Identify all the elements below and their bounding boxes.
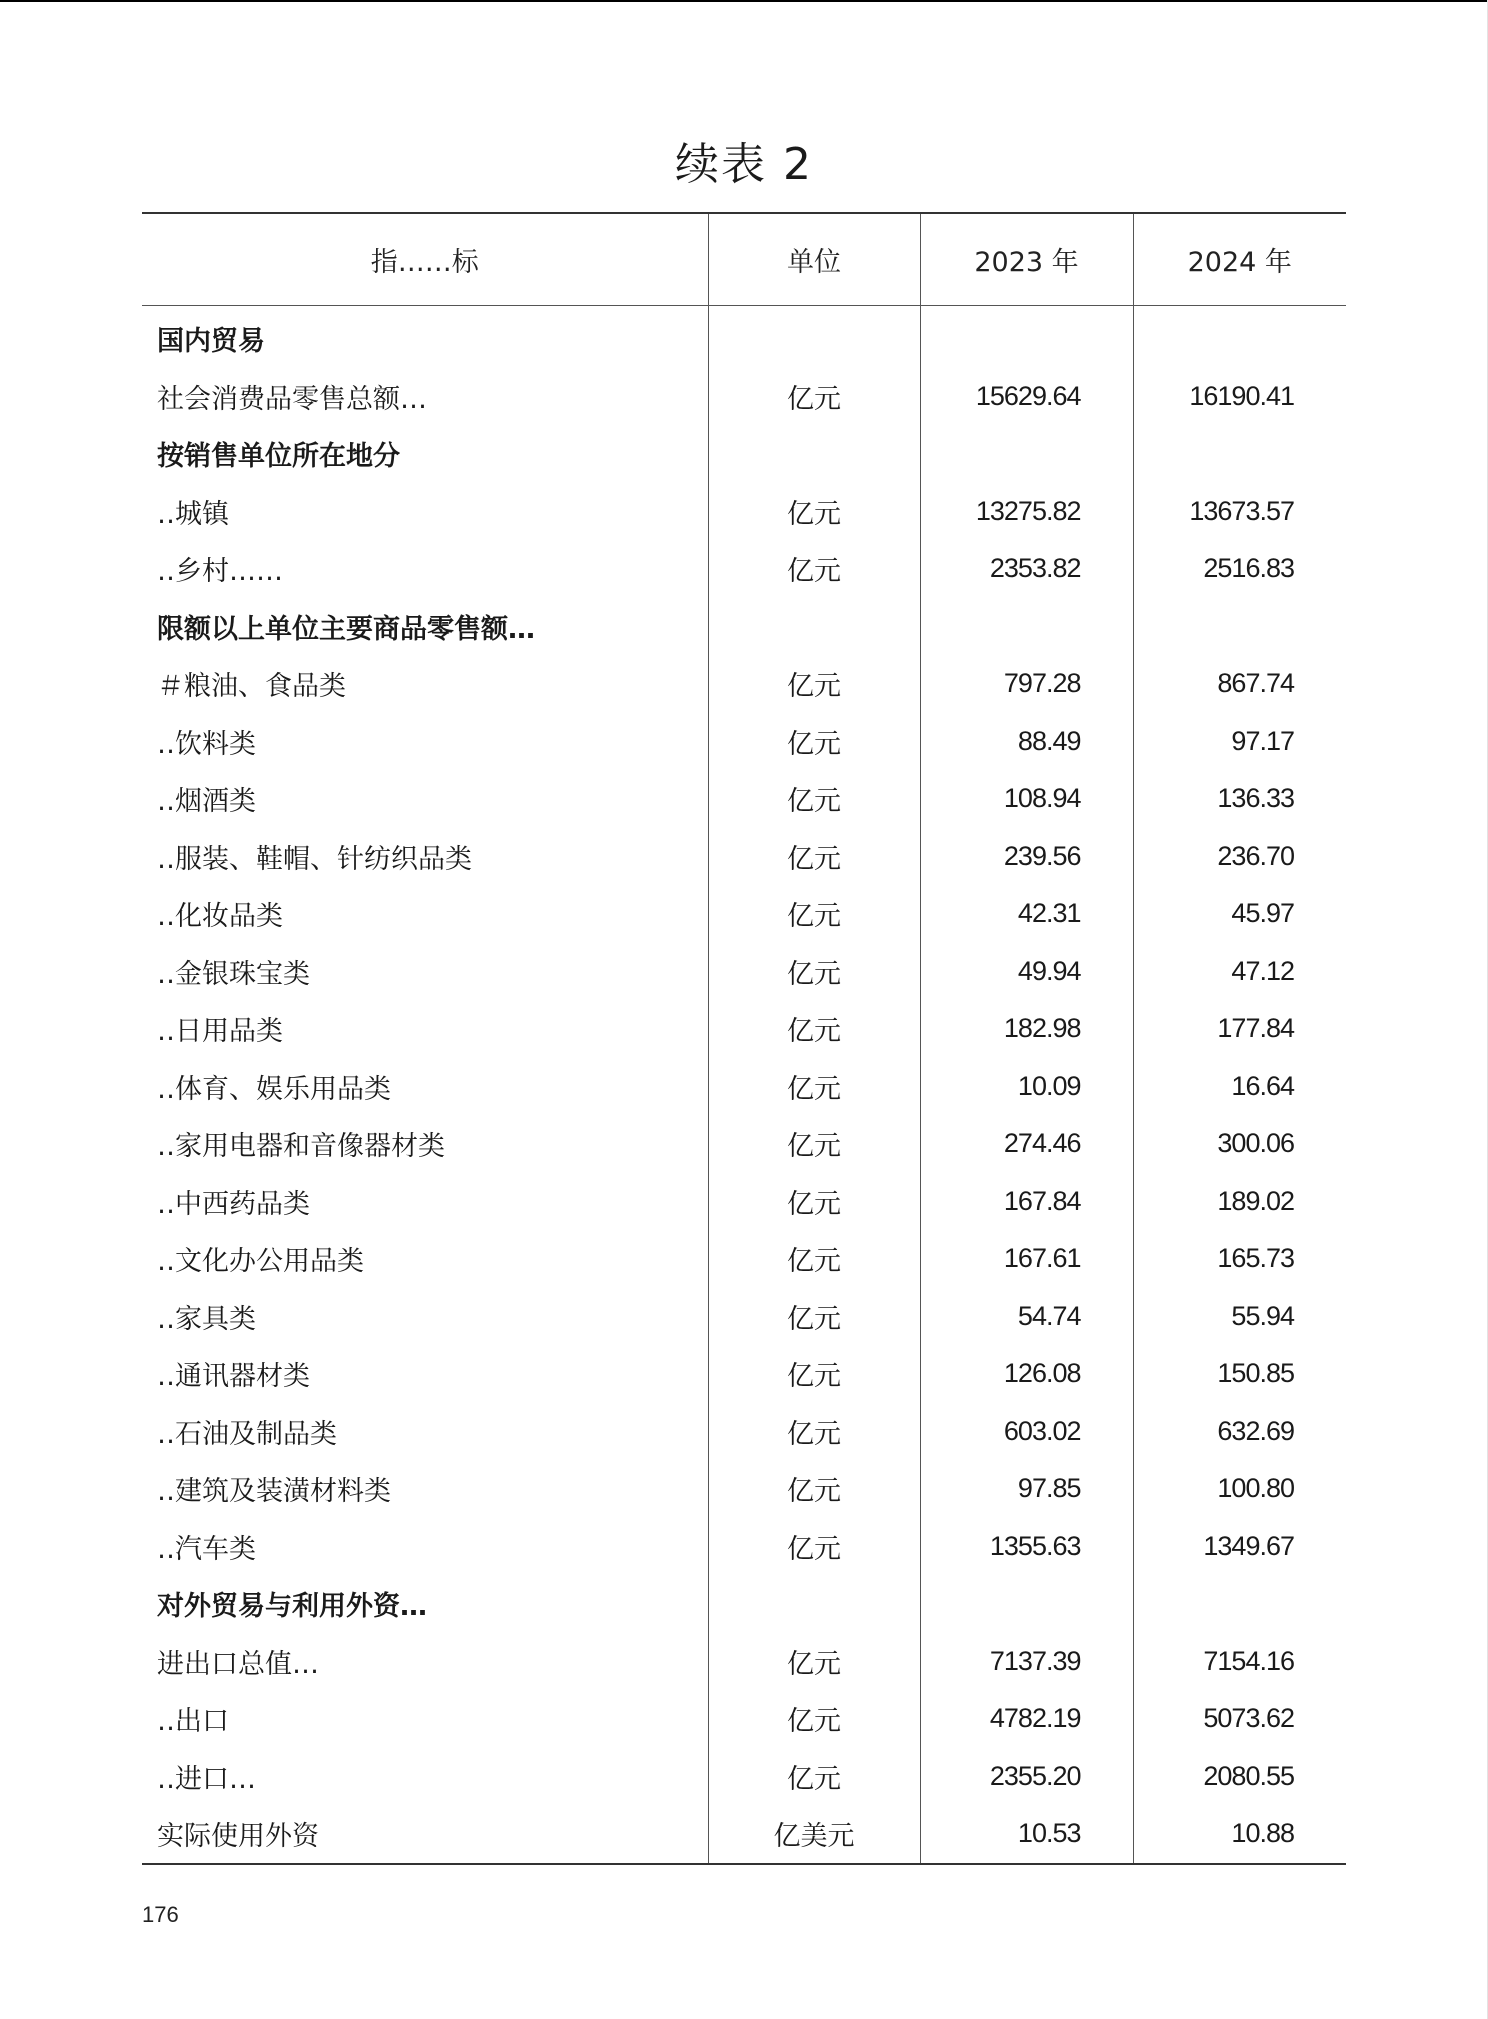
table-row — [142, 1518, 1346, 1576]
row-indicator: 限额以上单位主要商品零售额… — [157, 613, 535, 645]
table-row — [142, 1115, 1346, 1173]
row-unit: 亿元 — [708, 540, 920, 598]
table-row — [142, 598, 1346, 656]
data-table — [142, 212, 1346, 1865]
row-value-2023: 126.08 — [920, 1345, 1133, 1403]
row-indicator: ＃粮油、食品类 — [157, 671, 346, 703]
row-value-2023: 97.85 — [920, 1460, 1133, 1518]
row-indicator: 社会消费品零售总额… — [157, 383, 427, 415]
row-value-2023 — [920, 425, 1133, 483]
row-value-2023: 4782.19 — [920, 1690, 1133, 1748]
row-value-2024: 189.02 — [1133, 1173, 1346, 1231]
row-value-2023: 274.46 — [920, 1115, 1133, 1173]
row-value-2024: 2080.55 — [1133, 1748, 1346, 1806]
row-value-2024: 7154.16 — [1133, 1633, 1346, 1691]
table-row — [142, 770, 1346, 828]
row-value-2024: 165.73 — [1133, 1230, 1346, 1288]
table-row — [142, 828, 1346, 886]
row-value-2023: 88.49 — [920, 713, 1133, 771]
row-value-2023 — [920, 598, 1133, 656]
table-row — [142, 655, 1346, 713]
table-row — [142, 1288, 1346, 1346]
row-unit: 亿元 — [708, 828, 920, 886]
row-indicator: ‥服装、鞋帽、针纺织品类 — [157, 843, 473, 875]
row-indicator: ‥汽车类 — [157, 1533, 257, 1565]
row-value-2024: 100.80 — [1133, 1460, 1346, 1518]
row-indicator: ‥文化办公用品类 — [157, 1246, 365, 1278]
row-indicator: ‥化妆品类 — [157, 901, 284, 933]
row-value-2024: 16.64 — [1133, 1058, 1346, 1116]
row-unit: 亿元 — [708, 1748, 920, 1806]
row-value-2023: 13275.82 — [920, 483, 1133, 541]
header-indicator: 指……标 — [142, 213, 708, 306]
row-value-2023: 10.53 — [920, 1805, 1133, 1864]
table-row — [142, 1403, 1346, 1461]
row-value-2023: 2353.82 — [920, 540, 1133, 598]
table-row — [142, 1748, 1346, 1806]
row-unit: 亿元 — [708, 1690, 920, 1748]
row-unit — [708, 598, 920, 656]
row-value-2024: 2516.83 — [1133, 540, 1346, 598]
row-indicator: ‥金银珠宝类 — [157, 958, 311, 990]
row-value-2024 — [1133, 598, 1346, 656]
table-row — [142, 1230, 1346, 1288]
header-2023: 2023 年 — [920, 213, 1133, 306]
row-value-2024: 13673.57 — [1133, 483, 1346, 541]
row-unit: 亿元 — [708, 1230, 920, 1288]
row-value-2024: 45.97 — [1133, 885, 1346, 943]
row-value-2024: 47.12 — [1133, 943, 1346, 1001]
row-value-2023 — [920, 306, 1133, 368]
row-unit — [708, 306, 920, 368]
row-unit: 亿元 — [708, 368, 920, 426]
table-row — [142, 425, 1346, 483]
table-row — [142, 1690, 1346, 1748]
row-indicator: ‥中西药品类 — [157, 1188, 311, 1220]
row-unit: 亿元 — [708, 713, 920, 771]
table-row — [142, 483, 1346, 541]
row-value-2023: 239.56 — [920, 828, 1133, 886]
row-unit: 亿元 — [708, 1403, 920, 1461]
row-unit: 亿元 — [708, 770, 920, 828]
row-value-2024 — [1133, 306, 1346, 368]
table-row — [142, 943, 1346, 1001]
row-unit: 亿美元 — [708, 1805, 920, 1864]
table-header-row — [142, 213, 1346, 306]
row-value-2023: 108.94 — [920, 770, 1133, 828]
row-indicator: 实际使用外资 — [142, 1805, 708, 1864]
row-value-2023: 797.28 — [920, 655, 1133, 713]
row-value-2024: 300.06 — [1133, 1115, 1346, 1173]
row-value-2023 — [920, 1575, 1133, 1633]
table-row — [142, 1805, 1346, 1864]
row-value-2023: 54.74 — [920, 1288, 1133, 1346]
table-row — [142, 1633, 1346, 1691]
row-value-2024: 1349.67 — [1133, 1518, 1346, 1576]
row-indicator: ‥烟酒类 — [157, 786, 257, 818]
row-unit: 亿元 — [708, 1633, 920, 1691]
row-value-2024: 177.84 — [1133, 1000, 1346, 1058]
table-row — [142, 1173, 1346, 1231]
row-unit: 亿元 — [708, 1000, 920, 1058]
table-row — [142, 540, 1346, 598]
row-unit — [708, 425, 920, 483]
row-indicator: ‥石油及制品类 — [157, 1418, 338, 1450]
row-indicator: ‥城镇 — [157, 498, 230, 530]
row-value-2023: 49.94 — [920, 943, 1133, 1001]
row-value-2024: 236.70 — [1133, 828, 1346, 886]
row-value-2023: 167.84 — [920, 1173, 1133, 1231]
row-value-2023: 603.02 — [920, 1403, 1133, 1461]
row-unit: 亿元 — [708, 1173, 920, 1231]
table-row — [142, 1058, 1346, 1116]
row-unit: 亿元 — [708, 1058, 920, 1116]
row-value-2023: 1355.63 — [920, 1518, 1133, 1576]
table-row — [142, 306, 1346, 368]
table-row — [142, 713, 1346, 771]
row-indicator: ‥进口… — [157, 1763, 257, 1795]
row-value-2024: 136.33 — [1133, 770, 1346, 828]
row-unit — [708, 1575, 920, 1633]
row-value-2023: 42.31 — [920, 885, 1133, 943]
row-indicator: ‥乡村…… — [157, 556, 284, 588]
header-unit: 单位 — [708, 213, 920, 306]
row-value-2024: 867.74 — [1133, 655, 1346, 713]
row-value-2024: 16190.41 — [1133, 368, 1346, 426]
row-value-2024: 10.88 — [1133, 1805, 1346, 1864]
row-indicator: 对外贸易与利用外资… — [157, 1591, 427, 1623]
row-value-2024 — [1133, 425, 1346, 483]
row-unit: 亿元 — [708, 885, 920, 943]
table-row — [142, 1575, 1346, 1633]
row-indicator: ‥出口 — [157, 1706, 230, 1738]
row-unit: 亿元 — [708, 943, 920, 1001]
row-value-2023: 182.98 — [920, 1000, 1133, 1058]
page-number: 176 — [142, 1902, 179, 1927]
table-header — [142, 213, 1346, 306]
row-value-2024 — [1133, 1575, 1346, 1633]
row-value-2024: 55.94 — [1133, 1288, 1346, 1346]
row-value-2023: 10.09 — [920, 1058, 1133, 1116]
row-value-2024: 97.17 — [1133, 713, 1346, 771]
table-row — [142, 1000, 1346, 1058]
row-value-2024: 632.69 — [1133, 1403, 1346, 1461]
row-indicator: ‥家具类 — [157, 1303, 257, 1335]
row-indicator: ‥体育、娱乐用品类 — [157, 1073, 392, 1105]
table-row — [142, 885, 1346, 943]
page-top-border — [0, 0, 1488, 2]
row-indicator: ‥饮料类 — [157, 728, 257, 760]
table-row — [142, 368, 1346, 426]
row-indicator: ‥建筑及装潢材料类 — [157, 1476, 392, 1508]
row-indicator: 按销售单位所在地分 — [157, 441, 400, 473]
row-value-2023: 167.61 — [920, 1230, 1133, 1288]
table-row — [142, 1460, 1346, 1518]
row-unit: 亿元 — [708, 483, 920, 541]
row-unit: 亿元 — [708, 1115, 920, 1173]
table-body — [142, 306, 1346, 1864]
row-value-2023: 15629.64 — [920, 368, 1133, 426]
row-value-2023: 2355.20 — [920, 1748, 1133, 1806]
row-unit: 亿元 — [708, 1345, 920, 1403]
header-2024: 2024 年 — [1133, 213, 1346, 306]
row-unit: 亿元 — [708, 1288, 920, 1346]
row-value-2024: 5073.62 — [1133, 1690, 1346, 1748]
row-indicator: ‥通讯器材类 — [157, 1361, 311, 1393]
row-unit: 亿元 — [708, 655, 920, 713]
row-indicator: ‥日用品类 — [157, 1016, 284, 1048]
row-unit: 亿元 — [708, 1518, 920, 1576]
row-indicator: 进出口总值… — [157, 1648, 319, 1680]
page-title: 续表 2 — [675, 139, 813, 190]
row-value-2023: 7137.39 — [920, 1633, 1133, 1691]
row-indicator: ‥家用电器和音像器材类 — [157, 1131, 446, 1163]
row-value-2024: 150.85 — [1133, 1345, 1346, 1403]
row-indicator: 国内贸易 — [157, 326, 265, 358]
row-unit: 亿元 — [708, 1460, 920, 1518]
table-row — [142, 1345, 1346, 1403]
